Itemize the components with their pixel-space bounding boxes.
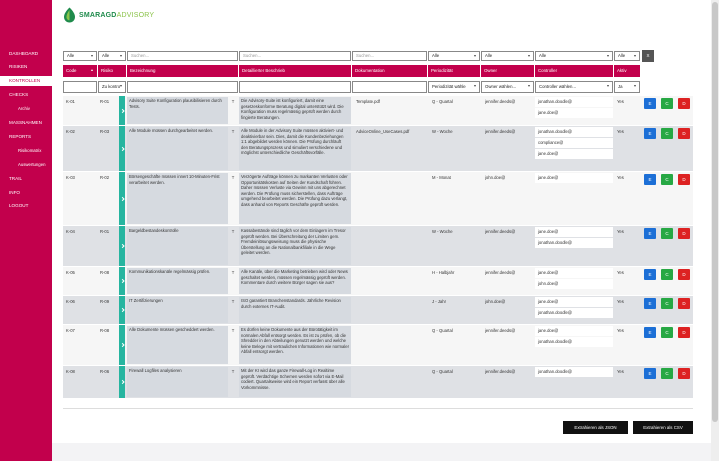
row-code: K-05 — [66, 270, 75, 275]
row-detail: Die Advisory-Suite ist konfiguriert, damit eine gesetzeskonforme Beratung digital unterstützt wird. Die Konfiguration muss regelmässig geprüft werden durch fingierte Beratungen. — [239, 97, 351, 124]
row-active: Yes — [617, 369, 624, 374]
chevron-right-icon — [120, 146, 124, 150]
scrollbar-thumb[interactable] — [712, 2, 718, 422]
copy-button[interactable]: C — [661, 128, 673, 139]
new-periodicity-select[interactable]: Periodizität wähle — [428, 81, 480, 93]
row-periodicity: M - Monat — [432, 175, 451, 180]
row-controller: compliance@ — [535, 138, 613, 148]
row-description: Alle Dokumente müssen gescheddert werden. — [127, 326, 228, 364]
row-periodicity: J - Jahr — [432, 299, 446, 304]
row-controller: jonathan.doodle@ — [535, 308, 613, 318]
row-controller: jane.doe@ — [535, 326, 613, 336]
row-risk: R-06 — [100, 369, 110, 374]
edit-button[interactable]: E — [644, 269, 656, 280]
sidebar — [0, 0, 52, 461]
copy-button[interactable]: C — [661, 174, 673, 185]
row-controller: jonathan.doodle@ — [535, 238, 613, 248]
delete-button[interactable]: D — [678, 269, 690, 280]
row-owner: jennifer.deeds@ — [485, 129, 516, 134]
row-active: Yes — [617, 129, 624, 134]
row-expand-toggle[interactable] — [119, 172, 125, 225]
row-controller: john.doe@ — [535, 279, 613, 289]
row-code: K-04 — [66, 229, 75, 234]
row-active: Yes — [617, 175, 624, 180]
row-description: IT Zertifizierungen — [127, 297, 228, 323]
row-type: T — [231, 229, 235, 234]
row-risk: R-01 — [100, 99, 110, 104]
row-owner: john.doe@ — [485, 299, 506, 304]
filter-detail-input[interactable]: Suchen... — [239, 51, 351, 61]
row-description: Firewall Logfiles analysieren — [127, 367, 228, 397]
filter-code-select[interactable]: Alle — [63, 51, 97, 61]
row-controller: jane.doe@ — [535, 268, 613, 278]
row-type: T — [231, 270, 235, 275]
row-controller: jonathan.doodle@ — [535, 337, 613, 347]
edit-button[interactable]: E — [644, 174, 656, 185]
row-code: K-06 — [66, 299, 75, 304]
new-description-input[interactable] — [127, 81, 238, 93]
chevron-right-icon — [120, 108, 124, 112]
page-scrollbar[interactable] — [711, 0, 719, 461]
row-periodicity: Q - Quartal — [432, 99, 453, 104]
row-code: K-02 — [66, 129, 75, 134]
col-header-owner[interactable]: Owner — [481, 65, 534, 77]
new-owner-select[interactable]: Owner wählen... — [481, 81, 534, 93]
row-owner: jennifer.deeds@ — [485, 369, 516, 374]
nav-item-reports[interactable]: REPORTS — [9, 134, 32, 139]
row-owner: jennifer.deeds@ — [485, 270, 516, 275]
delete-button[interactable]: D — [678, 368, 690, 379]
row-type: T — [231, 175, 235, 180]
row-periodicity: H - Halbjahr — [432, 270, 455, 275]
row-expand-toggle[interactable] — [119, 325, 125, 365]
copy-button[interactable]: C — [661, 228, 673, 239]
filter-documentation-input[interactable]: Suchen... — [352, 51, 427, 61]
row-risk: R-02 — [100, 175, 110, 180]
filter-description-input[interactable]: Suchen... — [127, 51, 238, 61]
chevron-right-icon — [120, 343, 124, 347]
col-header-controller[interactable]: Controller — [535, 65, 613, 77]
row-documentation[interactable]: Template.pdf — [356, 99, 380, 104]
col-header-description[interactable]: Bezeichnung — [127, 65, 238, 77]
chevron-right-icon — [120, 196, 124, 200]
delete-button[interactable]: D — [678, 98, 690, 109]
export-json-button[interactable]: Extrahieren als JSON — [563, 421, 628, 434]
edit-button[interactable]: E — [644, 327, 656, 338]
row-detail: Alle Module in der Advisory Suite müssen aktiviert- und deaktivierbar sein. Dies, damit die Kundenbeziehungen 1:1 abgebildet werden können. Die Prüfung durchläuft den Beratungsprozess und simuliert verschiedene und möglichst unterschiedliche Geschäftsvorfälle. — [239, 127, 351, 170]
chevron-right-icon — [120, 244, 124, 248]
col-header-documentation[interactable]: Dokumentation — [352, 65, 427, 77]
row-expand-toggle[interactable] — [119, 267, 125, 295]
nav-item-dashboard[interactable]: DASHBOARD — [9, 51, 39, 56]
row-expand-toggle[interactable] — [119, 226, 125, 266]
delete-button[interactable]: D — [678, 128, 690, 139]
nav-item-auswertungen[interactable]: Auswertungen — [18, 162, 46, 167]
row-expand-toggle[interactable] — [119, 296, 125, 324]
row-risk: R-08 — [100, 328, 110, 333]
filter-risk-select[interactable]: Alle — [98, 51, 126, 61]
chevron-right-icon — [120, 279, 124, 283]
copy-button[interactable]: C — [661, 98, 673, 109]
copy-button[interactable]: C — [661, 298, 673, 309]
row-documentation[interactable]: AdviceOnline_UseCases.pdf — [356, 129, 410, 134]
row-risk: R-01 — [100, 229, 110, 234]
filter-periodicity-select[interactable]: Alle — [428, 51, 480, 61]
row-active: Yes — [617, 270, 624, 275]
edit-button[interactable]: E — [644, 228, 656, 239]
edit-button[interactable]: E — [644, 128, 656, 139]
row-active: Yes — [617, 229, 624, 234]
edit-button[interactable]: E — [644, 368, 656, 379]
row-detail: Alle Kanäle, über die Marketing betrieben wird oder News geschaltet werden, müssen regelmässig geprüft werden. Kommentare durch weitere Bürger sagen sie aus? — [239, 268, 351, 294]
row-code: K-08 — [66, 369, 75, 374]
row-type: T — [231, 129, 235, 134]
row-description: Börsengeschäfte müssen innert 10-Minuten-Frist verarbeitet werden. — [127, 173, 228, 224]
new-risk-select[interactable]: Zu kontro — [98, 81, 126, 93]
row-controller: jane.doe@ — [535, 149, 613, 159]
row-periodicity: W - Woche — [432, 129, 453, 134]
row-controller: jane.doe@ — [535, 108, 613, 118]
row-detail: Verzögerte Aufträge können zu markanten Verlusten oder Opportunitätskosten auf Seiten der Kundschaft führen. Daher müssen Verluste via Gewinn mit uns abgerechnet werden. Die Prüfung muss sicherstellen, dass Aufträge umgehend bearbeitet werden. Die Prüfung dazu verlangt, dass anhand von Reports Geschäfte geprüft werden. — [239, 173, 351, 224]
nav-item-archiv[interactable]: Archiv — [18, 106, 30, 111]
row-code: K-07 — [66, 328, 75, 333]
row-type: T — [231, 328, 235, 333]
new-controller-select[interactable]: Controller wählen... — [535, 81, 613, 93]
row-expand-toggle[interactable] — [119, 366, 125, 398]
row-owner: john.doe@ — [485, 175, 506, 180]
row-active: Yes — [617, 328, 624, 333]
row-code: K-01 — [66, 99, 75, 104]
copy-button[interactable]: C — [661, 368, 673, 379]
clear-filters-button[interactable]: X — [642, 50, 654, 62]
row-description: Advisory Suite Konfiguration plausibilisieren durch Tests. — [127, 97, 228, 124]
row-description: Bargeldbestandeskontrolle — [127, 227, 228, 265]
row-periodicity: Q - Quartal — [432, 369, 453, 374]
row-type: T — [231, 99, 235, 104]
emerald-logo-icon — [63, 7, 76, 23]
delete-button[interactable]: D — [678, 327, 690, 338]
col-header-detail[interactable]: Detaillierter Beschrieb — [239, 65, 351, 77]
col-header-active[interactable]: Aktiv — [614, 65, 640, 77]
col-header-periodicity[interactable]: Periodizität — [428, 65, 480, 77]
row-code: K-03 — [66, 175, 75, 180]
row-active: Yes — [617, 299, 624, 304]
delete-button[interactable]: D — [678, 228, 690, 239]
filter-active-select[interactable]: Alle — [614, 51, 640, 61]
copy-button[interactable]: C — [661, 269, 673, 280]
filter-owner-select[interactable]: Alle — [481, 51, 534, 61]
edit-button[interactable]: E — [644, 298, 656, 309]
nav-item-risikomatrix[interactable]: Risikomatrix — [18, 148, 42, 153]
new-documentation-input[interactable] — [352, 81, 427, 93]
row-type: T — [231, 369, 235, 374]
col-header-risk[interactable]: Risiko — [98, 65, 126, 77]
nav-item-info[interactable]: INFO — [9, 190, 20, 195]
export-csv-button[interactable]: Extrahieren als CSV — [633, 421, 693, 434]
row-expand-toggle[interactable] — [119, 96, 125, 125]
nav-item-logout[interactable]: LOGOUT — [9, 203, 29, 208]
row-description: Kommunikationskanäle regelmässig prüfen. — [127, 268, 228, 294]
row-controller: jane.doe@ — [535, 227, 613, 237]
nav-item-risiken[interactable]: RISIKEN — [9, 64, 28, 69]
sort-asc-icon — [91, 69, 93, 71]
chevron-right-icon — [120, 380, 124, 384]
footer-divider — [63, 408, 693, 409]
copy-button[interactable]: C — [661, 327, 673, 338]
new-code-input[interactable] — [63, 81, 97, 93]
row-owner: jennifer.deeds@ — [485, 229, 516, 234]
filter-controller-select[interactable]: Alle — [535, 51, 613, 61]
nav-item-checks[interactable]: CHECKS — [9, 92, 29, 97]
brand-name: SMARAGDADVISORY — [79, 12, 155, 19]
row-periodicity: Q - Quartal — [432, 328, 453, 333]
row-detail: Mit der KI wird das ganze Firewall-Log in Realtime geprüft. Verdächtige Schemen werden sofort via E-Mail codiert. Quartalsweise wird ein Report verfasst über alle Vorkommnisse. — [239, 367, 351, 397]
row-detail: ISO garantiert Branchenstandards. Jährliche Revision durch externes IT-Audit. — [239, 297, 351, 323]
new-active-select[interactable]: Ja — [614, 81, 640, 93]
delete-button[interactable]: D — [678, 298, 690, 309]
edit-button[interactable]: E — [644, 98, 656, 109]
nav-item-kontrollen[interactable]: KONTROLLEN — [0, 76, 52, 86]
row-owner: jennifer.deeds@ — [485, 99, 516, 104]
row-controller: jonathan.doodle@ — [535, 97, 613, 107]
row-detail: Es dürfen keine Dokumente aus der Bürotätigkeit im normalen Abfall entsorgt werden. Es ist zu prüfen, ob die Shredder in den Abteilungen genutzt werden und welche keine Belege mit vertraulichen Informationen wie normaler Abfall entsorgt werden. — [239, 326, 351, 364]
row-controller: jonathan.doodle@ — [535, 367, 613, 377]
row-risk: R-03 — [100, 129, 110, 134]
row-controller: jonathan.doodle@ — [535, 127, 613, 137]
col-header-code[interactable]: Code — [63, 65, 97, 77]
row-risk: R-08 — [100, 270, 110, 275]
nav-item-massnahmen[interactable]: MASSNAHMEN — [9, 120, 42, 125]
row-controller: jane.doe@ — [535, 297, 613, 307]
row-description: Alle Module müssen durchgearbeitet werden. — [127, 127, 228, 170]
new-detail-textarea[interactable] — [239, 81, 351, 93]
chevron-right-icon — [120, 308, 124, 312]
nav-item-trail[interactable]: TRAIL — [9, 176, 23, 181]
row-periodicity: W - Woche — [432, 229, 453, 234]
main-content — [52, 0, 711, 443]
row-owner: jennifer.deeds@ — [485, 328, 516, 333]
row-expand-toggle[interactable] — [119, 126, 125, 171]
row-detail: Kassabestände sind täglich vor dem Einlagern im Tresor geprüft werden. Bei Überschreitung der Limiten gem. Fremdeinlösungsweisung muss die physische Überstellung an die Nationalbankfiliale in die Wege geleitet werden. — [239, 227, 351, 265]
row-controller: jane.doe@ — [535, 173, 613, 183]
row-risk: R-09 — [100, 299, 110, 304]
delete-button[interactable]: D — [678, 174, 690, 185]
row-type: T — [231, 299, 235, 304]
row-active: Yes — [617, 99, 624, 104]
